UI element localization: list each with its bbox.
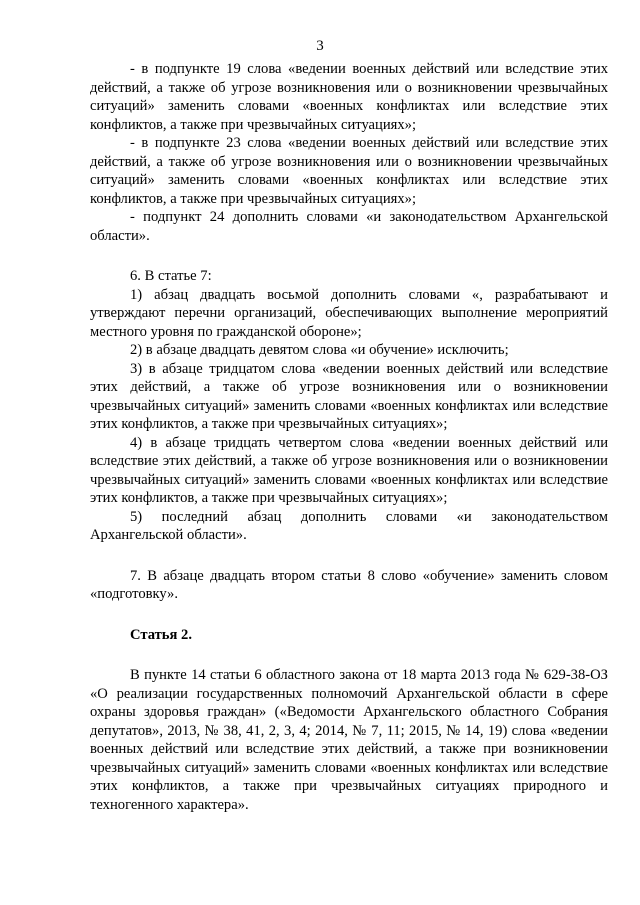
paragraph-subpoint-19: - в подпункте 19 слова «ведении военных действий или вследствие этих действий, а также об угрозе возникновения или о возникновении чрезвычайных ситуаций» заменить словами «военных конфликтах или вследствие этих конфликтов, а также при чрезвычайных ситуациях»; [90,61,608,133]
paragraph-item-2: 2) в абзаце двадцать девятом слова «и обучение» исключить; [130,342,509,358]
paragraph-item-3: 3) в абзаце тридцатом слова «ведении военных действий или вследствие этих действий, а также об угрозе возникновения или о возникновении чрезвычайных ситуаций» заменить словами «военных конфликтах или вследствие этих конфликтов, а также при чрезвычайных ситуациях»; [90,360,608,432]
paragraph-article-2-body: В пункте 14 статьи 6 областного закона от 18 марта 2013 года № 629-38-ОЗ «О реализации государственных полномочий Архангельской области в сфере охраны здоровья граждан» («Ведомости Архангельского областного Собрания депутатов», 2013, № 38, 41, 2, 3, 4; 2014, № 7, 11; 2015, № 14, 19) слова «ведении военных действий или вследствие этих действий, а также при возникновении чрезвычайных ситуаций» заменить словами «военных конфликтах или вследствие этих конфликтов, а также при чрезвычайных ситуациях природного и техногенного характера». [90,667,608,813]
spacer [90,604,608,626]
paragraph-subpoint-23: - в подпункте 23 слова «ведении военных действий или вследствие этих действий, а также об угрозе возникновения или о возникновении чрезвычайных ситуаций» заменить словами «военных конфликтах или вследствие этих конфликтов, а также при чрезвычайных ситуациях»; [90,135,608,207]
paragraph-item-1: 1) абзац двадцать восьмой дополнить словами «, разрабатывают и утверждают перечни организаций, обеспечивающих выполнение мероприятий местного уровня по гражданской обороне»; [90,286,608,340]
document-body [90,60,608,814]
page-number: 3 [316,38,324,54]
spacer [90,644,608,666]
paragraph-article-8: 7. В абзаце двадцать втором статьи 8 слово «обучение» заменить словом «подготовку». [90,567,608,602]
paragraph-article-7: 6. В статье 7: [130,268,212,284]
paragraph-item-5: 5) последний абзац дополнить словами «и законодательством Архангельской области». [90,508,608,543]
paragraph-item-4: 4) в абзаце тридцать четвертом слова «ведении военных действий или вследствие этих действий, а также об угрозе возникновения или о возникновении чрезвычайных ситуаций» заменить словами «военных конфликтах или вследствие этих конфликтов, а также при чрезвычайных ситуациях»; [90,434,608,506]
spacer [90,545,608,567]
heading-article-2: Статья 2. [130,626,192,643]
paragraph-subpoint-24: - подпункт 24 дополнить словами «и законодательством Архангельской области». [90,209,608,244]
spacer [90,245,608,267]
